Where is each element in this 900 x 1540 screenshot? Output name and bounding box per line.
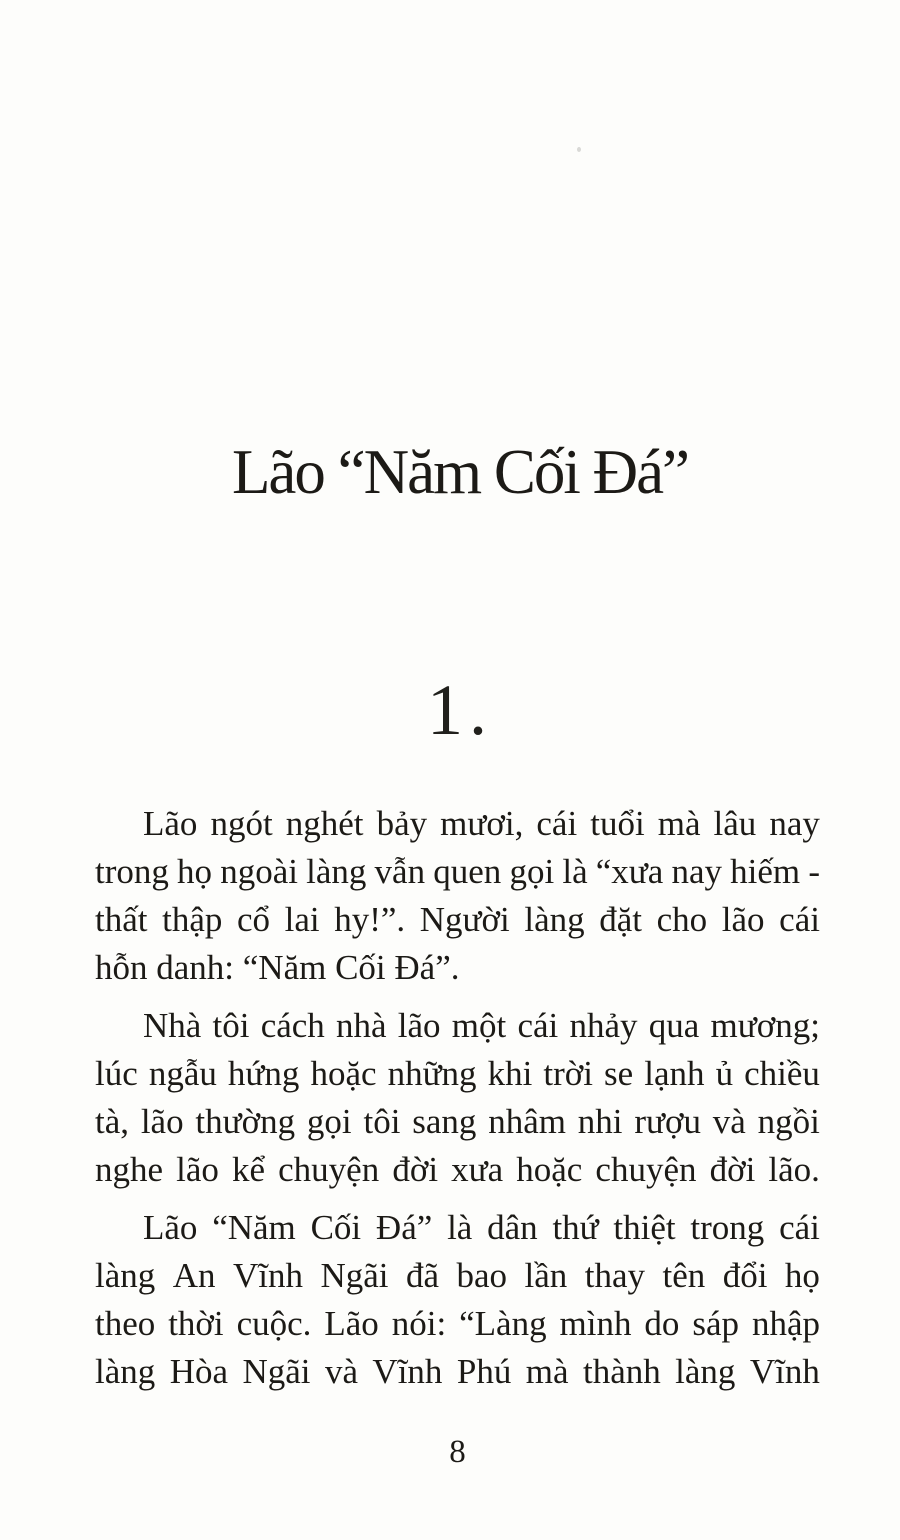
text-line: Lão “Năm Cối Đá” là dân thứ thiệt trong cái bbox=[143, 1208, 820, 1247]
paragraph-1 bbox=[95, 800, 820, 992]
page-number: 8 bbox=[449, 1434, 466, 1470]
chapter-title: Lão “Năm Cối Đá” bbox=[231, 437, 689, 507]
text-line: Lão ngót nghét bảy mươi, cái tuổi mà lâu nay bbox=[143, 804, 820, 843]
text-line: Nhà tôi cách nhà lão một cái nhảy qua mương; bbox=[143, 1006, 820, 1045]
text-line: theo thời cuộc. Lão nói: “Làng mình do sáp nhập bbox=[95, 1304, 820, 1343]
text-line: hỗn danh: “Năm Cối Đá”. bbox=[95, 948, 460, 987]
text-line: trong họ ngoài làng vẫn quen gọi là “xưa nay hiếm - bbox=[95, 852, 820, 891]
paragraph-3 bbox=[95, 1204, 820, 1396]
text-line: nghe lão kể chuyện đời xưa hoặc chuyện đời lão. bbox=[95, 1150, 820, 1189]
text-line: làng Hòa Ngãi và Vĩnh Phú mà thành làng Vĩnh bbox=[95, 1352, 820, 1391]
text-line: làng An Vĩnh Ngãi đã bao lần thay tên đổi họ bbox=[95, 1256, 820, 1295]
text-line: tà, lão thường gọi tôi sang nhâm nhi rượu và ngồi bbox=[95, 1102, 820, 1141]
scan-artifact-dot bbox=[577, 147, 581, 152]
text-line: lúc ngẫu hứng hoặc những khi trời se lạnh ủ chiều bbox=[95, 1054, 820, 1093]
body-text bbox=[95, 800, 820, 1406]
section-number: 1. bbox=[427, 670, 493, 750]
paragraph-2 bbox=[95, 1002, 820, 1194]
text-line: thất thập cổ lai hy!”. Người làng đặt cho lão cái bbox=[95, 900, 820, 939]
